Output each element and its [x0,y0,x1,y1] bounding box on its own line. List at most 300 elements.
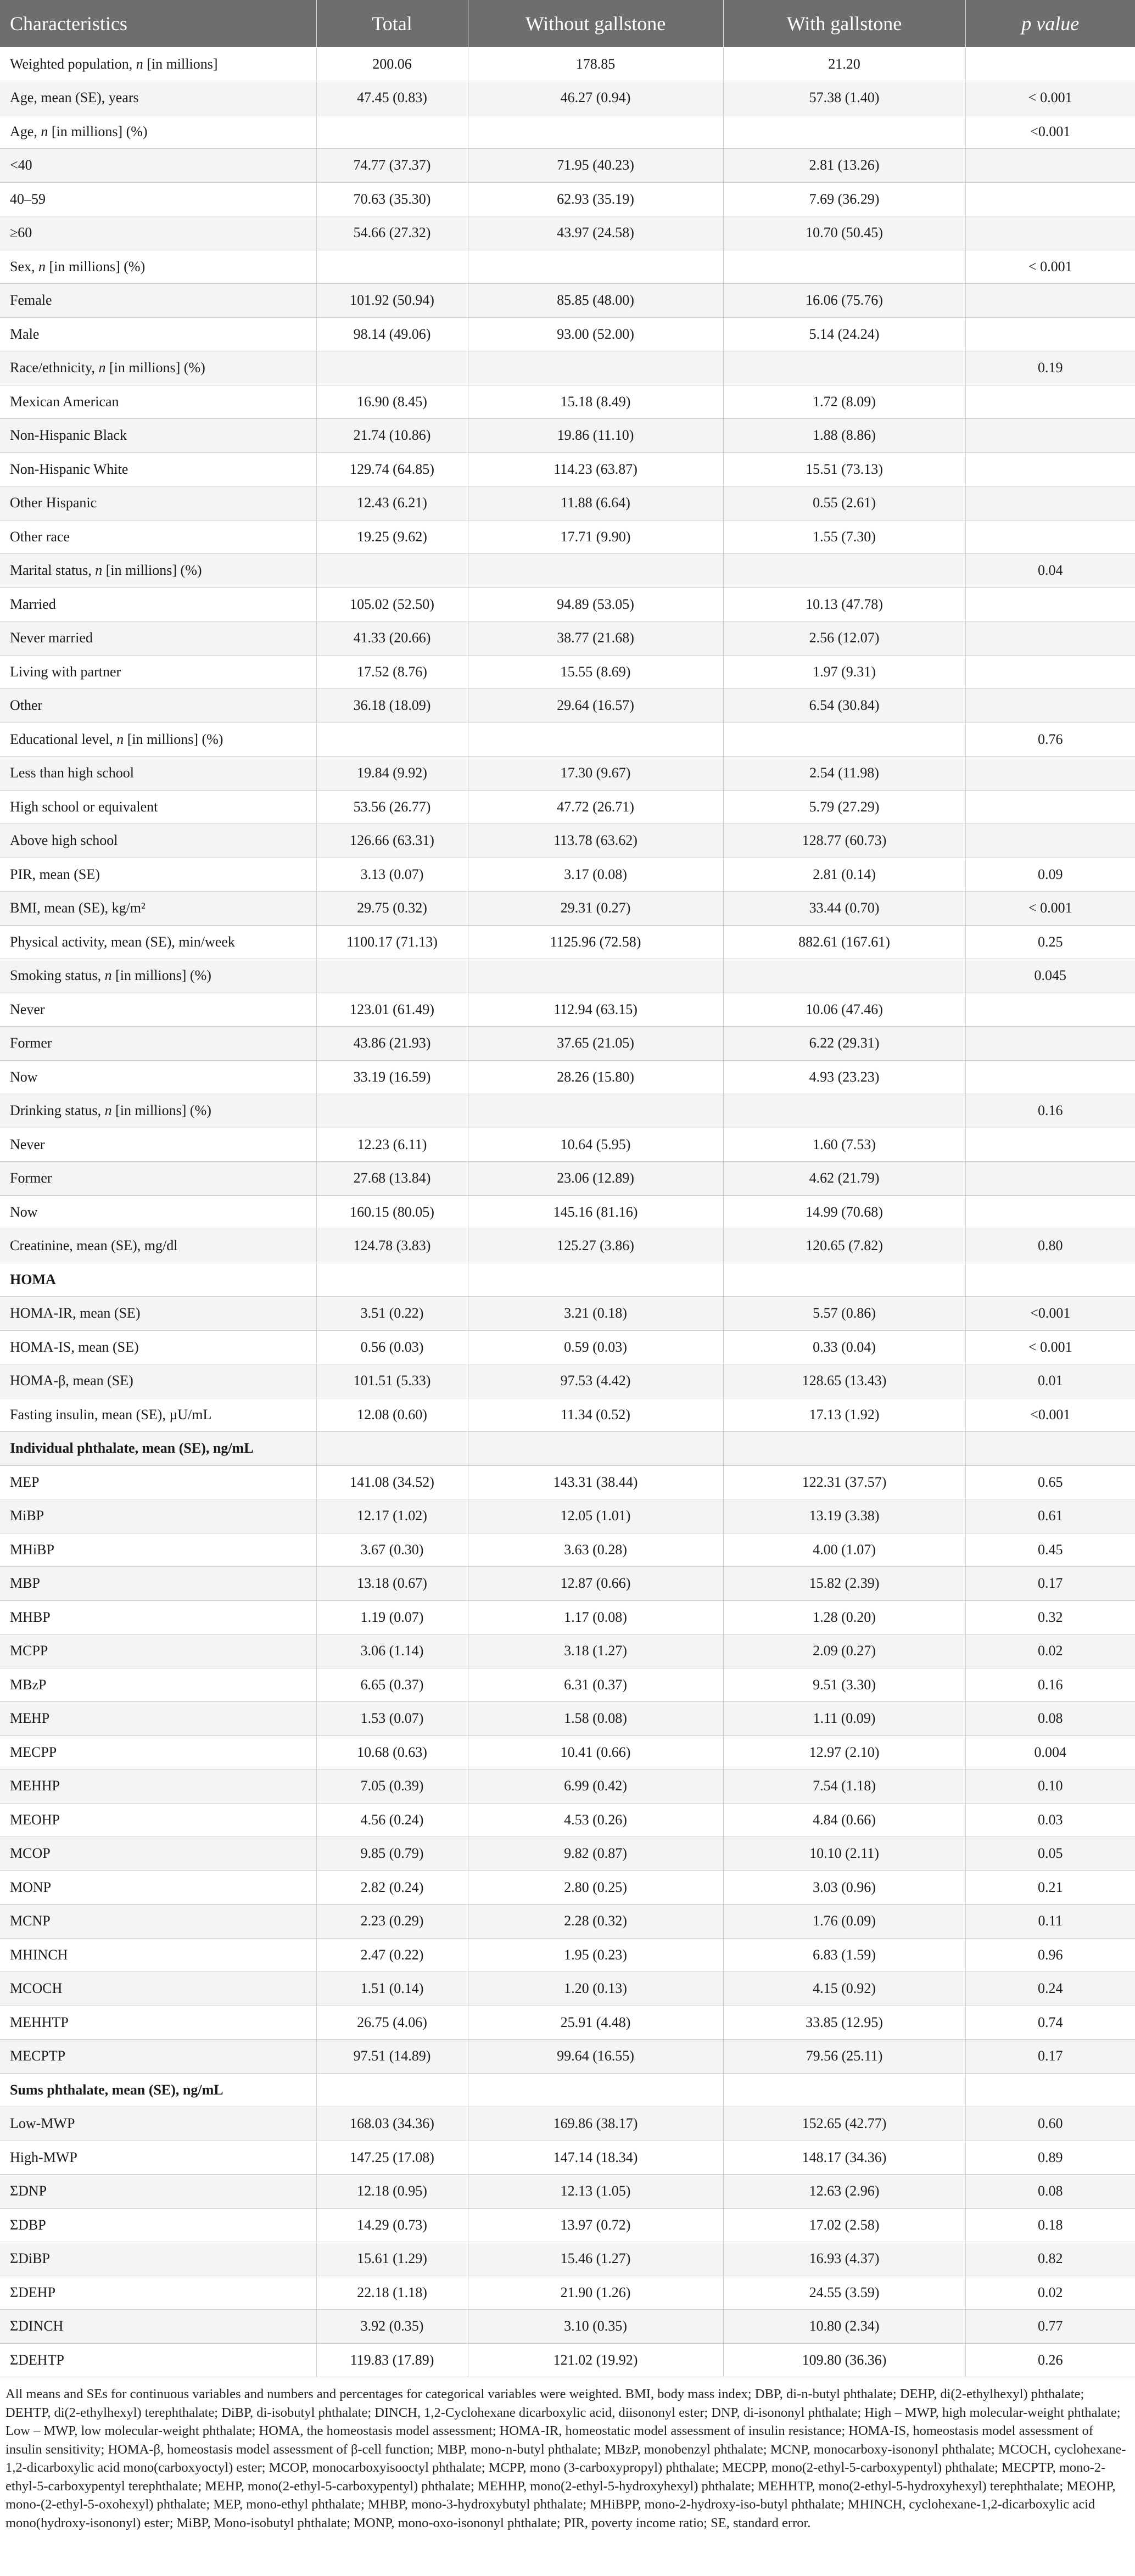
row-label: MHBP [0,1600,316,1634]
cell-p-value [965,993,1135,1027]
cell-with-gallstone: 4.15 (0.92) [723,1972,965,2006]
cell-total [316,351,468,385]
cell-p-value [965,1060,1135,1094]
row-label: MECPTP [0,2040,316,2074]
cell-with-gallstone [723,115,965,149]
row-label: MiBP [0,1499,316,1533]
row-label: ΣDINCH [0,2310,316,2344]
cell-with-gallstone: 1.60 (7.53) [723,1128,965,1162]
table-row [0,2208,1135,2242]
cell-p-value [965,419,1135,453]
row-label: Now [0,1060,316,1094]
cell-p-value: 0.045 [965,959,1135,993]
row-label: Other [0,689,316,723]
row-label: HOMA-IS, mean (SE) [0,1330,316,1364]
header-p-value-text: p value [1021,13,1080,35]
cell-p-value: <0.001 [965,1398,1135,1432]
cell-without-gallstone: 4.53 (0.26) [468,1803,723,1837]
row-label: Never [0,993,316,1027]
cell-without-gallstone [468,2073,723,2107]
cell-total: 29.75 (0.32) [316,892,468,926]
cell-without-gallstone: 3.63 (0.28) [468,1533,723,1567]
cell-without-gallstone: 178.85 [468,47,723,81]
cell-total: 14.29 (0.73) [316,2208,468,2242]
table-row [0,1668,1135,1702]
cell-p-value: 0.65 [965,1465,1135,1499]
cell-with-gallstone: 15.82 (2.39) [723,1567,965,1601]
cell-with-gallstone: 10.10 (2.11) [723,1837,965,1871]
cell-p-value: 0.21 [965,1871,1135,1905]
cell-with-gallstone: 1.11 (0.09) [723,1702,965,1736]
cell-without-gallstone: 15.18 (8.49) [468,385,723,419]
cell-total: 43.86 (21.93) [316,1027,468,1061]
cell-without-gallstone [468,250,723,284]
cell-p-value [965,486,1135,520]
row-label: MCPP [0,1634,316,1668]
cell-without-gallstone: 47.72 (26.71) [468,790,723,824]
cell-without-gallstone: 2.28 (0.32) [468,1905,723,1939]
cell-p-value: 0.09 [965,858,1135,892]
cell-p-value [965,655,1135,689]
table-row [0,2343,1135,2377]
table-row [0,385,1135,419]
cell-total: 1.19 (0.07) [316,1600,468,1634]
cell-without-gallstone: 15.46 (1.27) [468,2242,723,2276]
cell-without-gallstone: 6.99 (0.42) [468,1769,723,1804]
cell-total [316,2073,468,2107]
table-row [0,1871,1135,1905]
cell-with-gallstone: 1.72 (8.09) [723,385,965,419]
cell-p-value: 0.60 [965,2107,1135,2141]
section-row [0,1263,1135,1297]
cell-p-value [965,689,1135,723]
cell-without-gallstone: 3.17 (0.08) [468,858,723,892]
cell-p-value [965,1162,1135,1196]
cell-with-gallstone: 5.79 (27.29) [723,790,965,824]
cell-p-value: 0.02 [965,2276,1135,2310]
table-row [0,790,1135,824]
cell-with-gallstone [723,959,965,993]
table-header [0,0,1135,47]
cell-total: 12.17 (1.02) [316,1499,468,1533]
cell-with-gallstone: 10.13 (47.78) [723,587,965,621]
cell-p-value [965,621,1135,656]
row-label: MONP [0,1871,316,1905]
cell-p-value [965,216,1135,250]
cell-p-value [965,1432,1135,1466]
row-label: MCOCH [0,1972,316,2006]
cell-total: 22.18 (1.18) [316,2276,468,2310]
cell-total: 1100.17 (71.13) [316,925,468,959]
cell-without-gallstone: 143.31 (38.44) [468,1465,723,1499]
cell-total: 0.56 (0.03) [316,1330,468,1364]
cell-p-value: 0.26 [965,2343,1135,2377]
cell-with-gallstone [723,351,965,385]
table-row [0,1330,1135,1364]
cell-with-gallstone: 1.76 (0.09) [723,1905,965,1939]
cell-p-value: 0.05 [965,1837,1135,1871]
cell-total: 105.02 (52.50) [316,587,468,621]
cell-total: 17.52 (8.76) [316,655,468,689]
cell-total: 3.67 (0.30) [316,1533,468,1567]
row-label: Race/ethnicity, n [in millions] (%) [0,351,316,385]
cell-total: 12.18 (0.95) [316,2175,468,2209]
cell-with-gallstone: 120.65 (7.82) [723,1229,965,1263]
cell-total: 6.65 (0.37) [316,1668,468,1702]
table-row [0,1398,1135,1432]
cell-p-value [965,317,1135,351]
table-row [0,1364,1135,1398]
row-label: Age, mean (SE), years [0,81,316,115]
cell-with-gallstone [723,554,965,588]
cell-total: 4.56 (0.24) [316,1803,468,1837]
cell-without-gallstone: 93.00 (52.00) [468,317,723,351]
row-label: Age, n [in millions] (%) [0,115,316,149]
cell-with-gallstone: 16.93 (4.37) [723,2242,965,2276]
cell-p-value: < 0.001 [965,81,1135,115]
cell-total: 10.68 (0.63) [316,1735,468,1769]
cell-total: 19.25 (9.62) [316,520,468,554]
table-row [0,216,1135,250]
row-label: Low-MWP [0,2107,316,2141]
cell-total: 74.77 (37.37) [316,149,468,183]
table-row [0,1600,1135,1634]
row-label: Creatinine, mean (SE), mg/dl [0,1229,316,1263]
cell-with-gallstone: 1.97 (9.31) [723,655,965,689]
cell-total: 3.13 (0.07) [316,858,468,892]
cell-without-gallstone: 113.78 (63.62) [468,824,723,858]
cell-with-gallstone: 3.03 (0.96) [723,1871,965,1905]
cell-total: 168.03 (34.36) [316,2107,468,2141]
header-row [0,0,1135,47]
cell-with-gallstone: 2.56 (12.07) [723,621,965,656]
row-label: Above high school [0,824,316,858]
cell-without-gallstone: 1125.96 (72.58) [468,925,723,959]
table-row [0,1533,1135,1567]
cell-total: 101.92 (50.94) [316,284,468,318]
cell-without-gallstone: 85.85 (48.00) [468,284,723,318]
cell-without-gallstone: 38.77 (21.68) [468,621,723,656]
cell-with-gallstone [723,1094,965,1128]
table-row [0,2040,1135,2074]
cell-total: 7.05 (0.39) [316,1769,468,1804]
cell-p-value [965,452,1135,486]
cell-p-value [965,790,1135,824]
cell-total: 129.74 (64.85) [316,452,468,486]
row-label: ΣDiBP [0,2242,316,2276]
cell-with-gallstone: 10.80 (2.34) [723,2310,965,2344]
cell-total: 26.75 (4.06) [316,2006,468,2040]
row-label: Smoking status, n [in millions] (%) [0,959,316,993]
cell-p-value: 0.77 [965,2310,1135,2344]
table-row [0,1972,1135,2006]
table-row [0,2175,1135,2209]
row-label: MECPP [0,1735,316,1769]
cell-total: 2.82 (0.24) [316,1871,468,1905]
cell-with-gallstone: 0.55 (2.61) [723,486,965,520]
cell-total: 12.43 (6.21) [316,486,468,520]
cell-p-value [965,757,1135,791]
table-row [0,1938,1135,1972]
cell-without-gallstone [468,115,723,149]
row-label: Female [0,284,316,318]
cell-without-gallstone: 29.31 (0.27) [468,892,723,926]
cell-p-value [965,1027,1135,1061]
cell-with-gallstone [723,723,965,757]
cell-p-value: 0.004 [965,1735,1135,1769]
row-label: MCNP [0,1905,316,1939]
table-row [0,723,1135,757]
table-row [0,1195,1135,1229]
table-row [0,486,1135,520]
cell-p-value [965,1195,1135,1229]
cell-with-gallstone: 122.31 (37.57) [723,1465,965,1499]
cell-with-gallstone: 6.22 (29.31) [723,1027,965,1061]
cell-p-value [965,284,1135,318]
cell-with-gallstone: 7.54 (1.18) [723,1769,965,1804]
cell-p-value: 0.19 [965,351,1135,385]
cell-total: 1.51 (0.14) [316,1972,468,2006]
row-label: MBP [0,1567,316,1601]
header-without-gallstone: Without gallstone [468,0,723,47]
table-row [0,419,1135,453]
cell-without-gallstone: 1.17 (0.08) [468,1600,723,1634]
table-row [0,1803,1135,1837]
cell-without-gallstone: 25.91 (4.48) [468,2006,723,2040]
table-row [0,621,1135,656]
table-row [0,824,1135,858]
cell-total [316,554,468,588]
cell-total: 98.14 (49.06) [316,317,468,351]
cell-without-gallstone: 29.64 (16.57) [468,689,723,723]
row-label: MBzP [0,1668,316,1702]
cell-with-gallstone: 21.20 [723,47,965,81]
table-row [0,587,1135,621]
cell-p-value: 0.08 [965,1702,1135,1736]
cell-with-gallstone: 13.19 (3.38) [723,1499,965,1533]
table-row [0,554,1135,588]
cell-without-gallstone: 1.95 (0.23) [468,1938,723,1972]
cell-total: 47.45 (0.83) [316,81,468,115]
cell-with-gallstone: 14.99 (70.68) [723,1195,965,1229]
cell-with-gallstone: 4.62 (21.79) [723,1162,965,1196]
cell-p-value [965,520,1135,554]
cell-without-gallstone: 17.30 (9.67) [468,757,723,791]
cell-with-gallstone: 79.56 (25.11) [723,2040,965,2074]
row-label: Non-Hispanic Black [0,419,316,453]
table-row [0,1499,1135,1533]
row-label: MEOHP [0,1803,316,1837]
cell-with-gallstone: 0.33 (0.04) [723,1330,965,1364]
cell-total: 2.47 (0.22) [316,1938,468,1972]
cell-without-gallstone [468,1263,723,1297]
cell-p-value: 0.74 [965,2006,1135,2040]
cell-p-value: 0.76 [965,723,1135,757]
row-label: Never [0,1128,316,1162]
cell-without-gallstone: 112.94 (63.15) [468,993,723,1027]
cell-with-gallstone: 17.02 (2.58) [723,2208,965,2242]
table-row [0,1735,1135,1769]
cell-without-gallstone: 19.86 (11.10) [468,419,723,453]
cell-without-gallstone: 13.97 (0.72) [468,2208,723,2242]
row-label: Now [0,1195,316,1229]
cell-without-gallstone: 21.90 (1.26) [468,2276,723,2310]
row-label: MCOP [0,1837,316,1871]
cell-total [316,115,468,149]
row-label: ΣDNP [0,2175,316,2209]
cell-p-value: <0.001 [965,115,1135,149]
cell-without-gallstone: 125.27 (3.86) [468,1229,723,1263]
row-label: MEP [0,1465,316,1499]
table-row [0,1162,1135,1196]
cell-total [316,959,468,993]
cell-without-gallstone: 37.65 (21.05) [468,1027,723,1061]
cell-p-value: <0.001 [965,1297,1135,1331]
cell-with-gallstone: 12.63 (2.96) [723,2175,965,2209]
table-row [0,1060,1135,1094]
table-row [0,250,1135,284]
cell-without-gallstone: 147.14 (18.34) [468,2141,723,2175]
table-row [0,1229,1135,1263]
cell-without-gallstone: 9.82 (0.87) [468,1837,723,1871]
table-row [0,284,1135,318]
cell-with-gallstone: 1.88 (8.86) [723,419,965,453]
cell-without-gallstone: 1.58 (0.08) [468,1702,723,1736]
cell-total: 19.84 (9.92) [316,757,468,791]
cell-without-gallstone: 12.05 (1.01) [468,1499,723,1533]
header-with-gallstone: With gallstone [723,0,965,47]
cell-p-value: 0.18 [965,2208,1135,2242]
row-label: Less than high school [0,757,316,791]
table-row [0,2310,1135,2344]
section-row [0,1432,1135,1466]
cell-total [316,723,468,757]
cell-without-gallstone: 121.02 (19.92) [468,2343,723,2377]
table-row [0,655,1135,689]
cell-total: 3.92 (0.35) [316,2310,468,2344]
cell-without-gallstone: 10.41 (0.66) [468,1735,723,1769]
cell-without-gallstone: 3.18 (1.27) [468,1634,723,1668]
cell-total: 2.23 (0.29) [316,1905,468,1939]
row-label: MHINCH [0,1938,316,1972]
cell-p-value [965,587,1135,621]
row-label: Never married [0,621,316,656]
cell-with-gallstone: 6.83 (1.59) [723,1938,965,1972]
table-row [0,2006,1135,2040]
cell-with-gallstone [723,1263,965,1297]
row-label: Married [0,587,316,621]
cell-without-gallstone: 3.21 (0.18) [468,1297,723,1331]
table-row [0,1769,1135,1804]
cell-with-gallstone: 24.55 (3.59) [723,2276,965,2310]
cell-total: 147.25 (17.08) [316,2141,468,2175]
row-label: ΣDEHTP [0,2343,316,2377]
cell-with-gallstone: 33.85 (12.95) [723,2006,965,2040]
table-row [0,2276,1135,2310]
table-row [0,81,1135,115]
table-row [0,1905,1135,1939]
cell-p-value: 0.32 [965,1600,1135,1634]
table-row [0,1465,1135,1499]
cell-with-gallstone: 7.69 (36.29) [723,182,965,216]
table-row [0,892,1135,926]
cell-with-gallstone: 2.81 (0.14) [723,858,965,892]
cell-with-gallstone: 882.61 (167.61) [723,925,965,959]
row-label: MHiBP [0,1533,316,1567]
cell-without-gallstone [468,723,723,757]
cell-total: 126.66 (63.31) [316,824,468,858]
cell-with-gallstone [723,1432,965,1466]
cell-p-value [965,1128,1135,1162]
cell-without-gallstone: 62.93 (35.19) [468,182,723,216]
cell-with-gallstone: 1.28 (0.20) [723,1600,965,1634]
cell-total: 53.56 (26.77) [316,790,468,824]
row-label: Sums phthalate, mean (SE), ng/mL [0,2073,316,2107]
table-row [0,757,1135,791]
cell-with-gallstone: 4.93 (23.23) [723,1060,965,1094]
cell-total: 70.63 (35.30) [316,182,468,216]
cell-total: 160.15 (80.05) [316,1195,468,1229]
table-row [0,317,1135,351]
cell-without-gallstone [468,554,723,588]
cell-without-gallstone: 71.95 (40.23) [468,149,723,183]
row-label: 40–59 [0,182,316,216]
cell-p-value: 0.24 [965,1972,1135,2006]
header-total: Total [316,0,468,47]
cell-total: 54.66 (27.32) [316,216,468,250]
row-label: Non-Hispanic White [0,452,316,486]
row-label: HOMA-IR, mean (SE) [0,1297,316,1331]
cell-p-value [965,1263,1135,1297]
cell-total: 3.51 (0.22) [316,1297,468,1331]
cell-p-value [965,149,1135,183]
cell-p-value [965,385,1135,419]
cell-total: 33.19 (16.59) [316,1060,468,1094]
cell-p-value: < 0.001 [965,892,1135,926]
cell-with-gallstone: 57.38 (1.40) [723,81,965,115]
cell-without-gallstone [468,1094,723,1128]
cell-with-gallstone: 6.54 (30.84) [723,689,965,723]
row-label: Other race [0,520,316,554]
cell-with-gallstone: 2.09 (0.27) [723,1634,965,1668]
cell-total: 200.06 [316,47,468,81]
row-label: ΣDEHP [0,2276,316,2310]
cell-without-gallstone: 114.23 (63.87) [468,452,723,486]
cell-p-value [965,824,1135,858]
table-row [0,689,1135,723]
cell-p-value: 0.16 [965,1094,1135,1128]
row-label: Fasting insulin, mean (SE), µU/mL [0,1398,316,1432]
row-label: <40 [0,149,316,183]
cell-p-value: 0.80 [965,1229,1135,1263]
cell-without-gallstone: 11.34 (0.52) [468,1398,723,1432]
cell-with-gallstone: 152.65 (42.77) [723,2107,965,2141]
cell-with-gallstone: 109.80 (36.36) [723,2343,965,2377]
cell-total: 27.68 (13.84) [316,1162,468,1196]
cell-total: 97.51 (14.89) [316,2040,468,2074]
row-label: Other Hispanic [0,486,316,520]
table-row [0,2242,1135,2276]
cell-without-gallstone: 6.31 (0.37) [468,1668,723,1702]
cell-p-value [965,182,1135,216]
cell-without-gallstone: 3.10 (0.35) [468,2310,723,2344]
cell-with-gallstone: 1.55 (7.30) [723,520,965,554]
cell-without-gallstone [468,1432,723,1466]
cell-without-gallstone: 15.55 (8.69) [468,655,723,689]
table-row [0,452,1135,486]
cell-without-gallstone: 2.80 (0.25) [468,1871,723,1905]
row-label: MEHHTP [0,2006,316,2040]
